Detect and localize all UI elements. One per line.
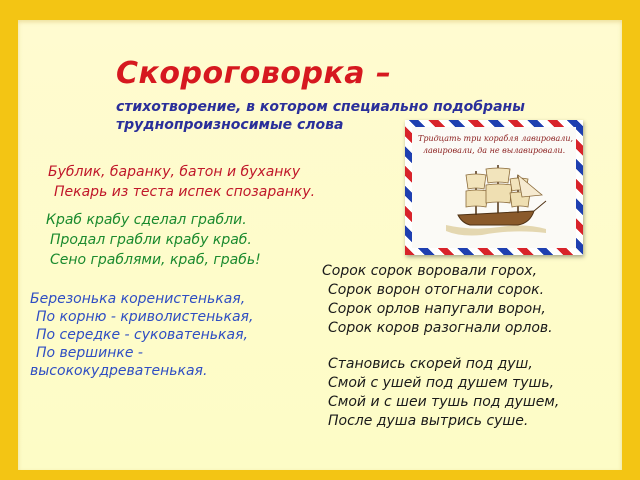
poem-line: Сорок сорок воровали горох, bbox=[322, 263, 538, 279]
airmail-card bbox=[405, 120, 583, 255]
poem-line: Бублик, баранку, батон и буханку bbox=[48, 164, 301, 180]
frame-bottom bbox=[0, 470, 640, 480]
poem-line: После душа вытрись суше. bbox=[328, 413, 529, 429]
poem-line: Сорок коров разогнали орлов. bbox=[328, 320, 553, 336]
poem-krab bbox=[46, 210, 261, 270]
poem-sorok bbox=[322, 262, 553, 338]
poem-line: Березонька коренистенькая, bbox=[30, 291, 246, 307]
poem-line: Продал грабли крабу краб. bbox=[50, 232, 252, 248]
poem-line: высококудреватенькая. bbox=[30, 363, 208, 379]
sailing-ship-icon bbox=[442, 161, 550, 239]
card-caption-line: Тридцать три корабля лавировали, bbox=[418, 134, 574, 143]
subtitle-line: труднопроизносимые слова bbox=[116, 117, 344, 133]
poem-line: Становись скорей под душ, bbox=[328, 356, 533, 372]
slide-title: Скороговорка – bbox=[116, 56, 392, 91]
poem-line: Сорок орлов напугали ворон, bbox=[328, 301, 546, 317]
poem-line: По вершинке - bbox=[36, 345, 143, 361]
frame-right bbox=[622, 0, 640, 480]
poem-line: Смой и с шеи тушь под душем, bbox=[328, 394, 560, 410]
poem-line: Краб крабу сделал грабли. bbox=[46, 212, 247, 228]
frame-left bbox=[0, 0, 18, 480]
poem-line: Сено граблями, краб, грабь! bbox=[50, 252, 261, 268]
poem-line: По середке - суковатенькая, bbox=[36, 327, 248, 343]
poem-bublik bbox=[48, 162, 315, 202]
poem-berezonka bbox=[30, 290, 253, 380]
card-inner bbox=[412, 127, 576, 248]
card-caption bbox=[418, 133, 574, 157]
poem-line: По корню - криволистенькая, bbox=[36, 309, 254, 325]
subtitle-line: стихотворение, в котором специально подобраны bbox=[116, 99, 525, 115]
poem-line: Смой с ушей под душем тушь, bbox=[328, 375, 555, 391]
frame-top bbox=[0, 0, 640, 20]
poem-line: Сорок ворон отогнали сорок. bbox=[328, 282, 545, 298]
poem-dush bbox=[322, 355, 559, 431]
card-caption-line: лавировали, да не вылавировали. bbox=[422, 146, 566, 155]
poem-line: Пекарь из теста испек спозаранку. bbox=[54, 184, 316, 200]
